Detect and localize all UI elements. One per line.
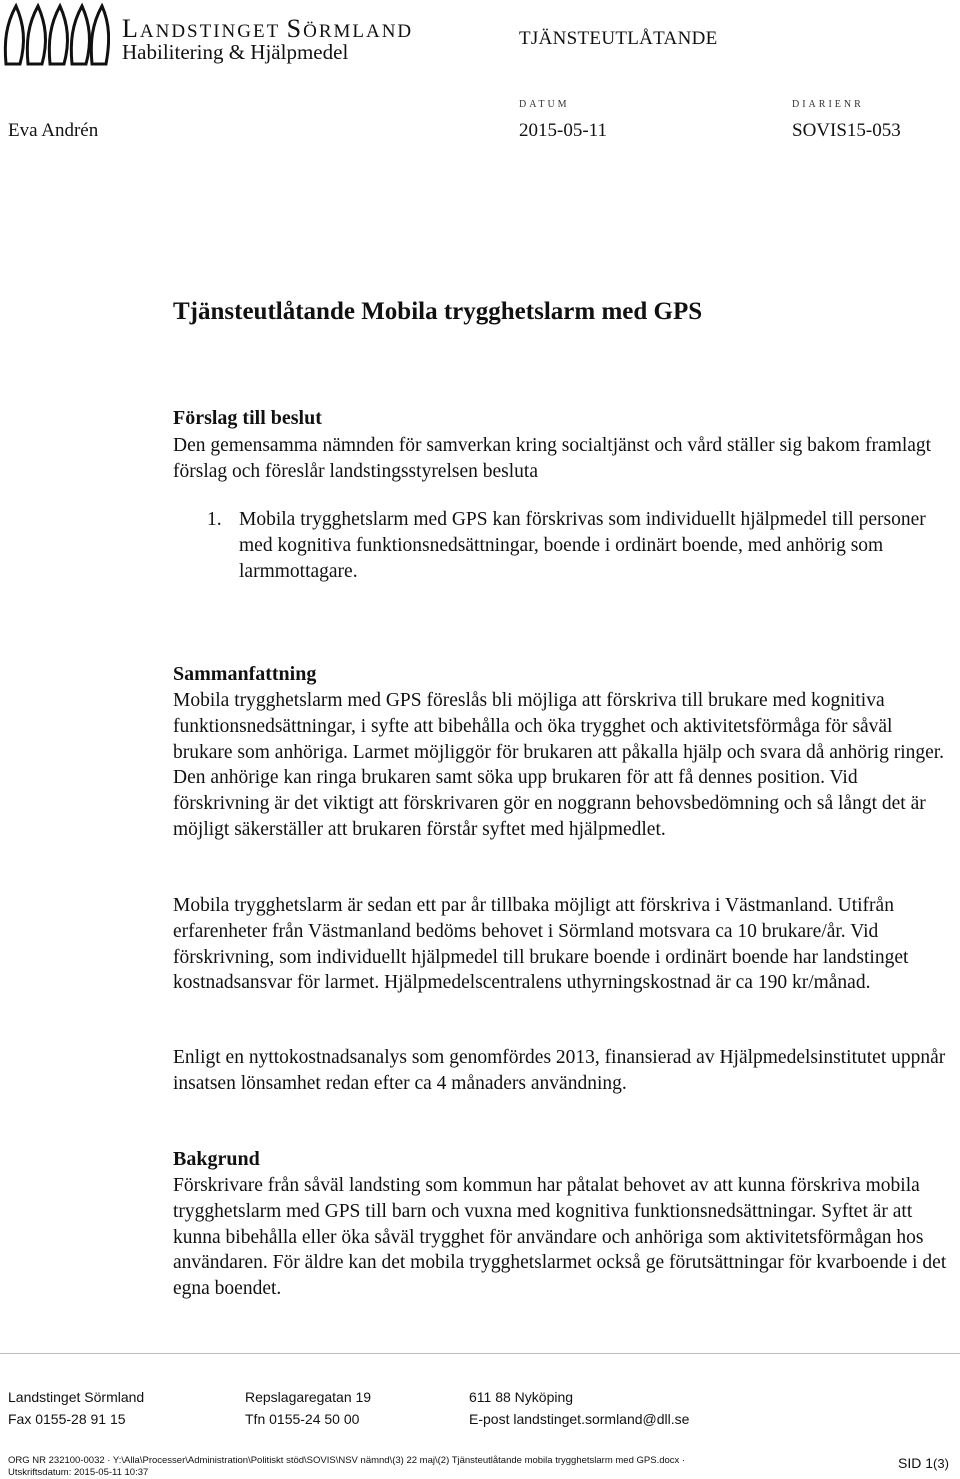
landstinget-logo [2, 2, 110, 66]
footer-print-date: Utskriftsdatum: 2015-05-11 10:37 [8, 1467, 149, 1478]
list-item-text: Mobila trygghetslarm med GPS kan förskrivas som individuellt hjälpmedel till personer med kognitiva funktionsnedsättningar, boende i ordinärt boende, med anhörig som larmmottagare. [239, 509, 926, 582]
page-number: SID 1(3) [898, 1455, 949, 1471]
footer-organization: Landstinget Sörmland [8, 1389, 145, 1405]
footer-fax: Fax 0155-28 91 15 [8, 1411, 126, 1427]
background-paragraph-1: Förskrivare från såväl landsting som kommun har påtalat behovet av att kunna förskriva mobila trygghetslarm med GPS till barn och vuxna med kognitiva funktionsnedsättningar. Syftet är att kunna bibehålla eller öka såväl trygghet för användare och anhöriga som aktivitetsförmågan hos användaren. För äldre kan det mobila trygghetslarmet också ge förutsättningar för kvarboende i det egna boendet. [173, 1175, 947, 1300]
summary-paragraph-2: Mobila trygghetslarm är sedan ett par år tillbaka möjligt att förskriva i Västmanland. Utifrån erfarenheter från Västmanland bedöms behovet i Sörmland motsvara ca 10 brukare/år. Vid förskrivning, som individuellt hjälpmedel till brukare boende i ordinärt boende har landstinget kostnadsansvar för larmet. Hjälpmedelscentralens uthyrningskostnad är ca 190 kr/månad. [173, 895, 909, 994]
proposal-heading: Förslag till beslut [173, 407, 322, 429]
author-name: Eva Andrén [8, 120, 99, 141]
document-type: TJÄNSTEUTLÅTANDE [519, 28, 718, 49]
summary-heading: Sammanfattning [173, 663, 317, 685]
organization-name: LANDSTINGET SÖRMLAND [122, 14, 414, 43]
diary-number: SOVIS15-053 [792, 120, 901, 141]
diary-number-label: DIARIENR [792, 99, 864, 110]
footer-address: Repslagaregatan 19 [245, 1389, 372, 1405]
footer-phone: Tfn 0155-24 50 00 [245, 1411, 360, 1427]
list-item-number: 1. [207, 509, 222, 530]
footer-email: E-post landstinget.sormland@dll.se [469, 1411, 690, 1427]
department-name: Habilitering & Hjälpmedel [122, 40, 349, 64]
footer-file-path: ORG NR 232100-0032 · Y:\Alla\Processer\Administration\Politiskt stöd\SOVIS\NSV nämnd\(3) 22 maj\(2) Tjänsteutlåtande mobila trygghetslarm med GPS.docx · [8, 1455, 686, 1466]
summary-paragraph-3: Enligt en nyttokostnadsanalys som genomfördes 2013, finansierad av Hjälpmedelsinstitutet uppnår insatsen lönsamhet redan efter ca 4 månaders användning. [173, 1047, 946, 1094]
date-label: DATUM [519, 99, 570, 110]
footer-city: 611 88 Nyköping [469, 1389, 574, 1405]
footer-divider [0, 1353, 960, 1354]
document-date: 2015-05-11 [519, 120, 607, 141]
background-heading: Bakgrund [173, 1148, 260, 1170]
document-title: Tjänsteutlåtande Mobila trygghetslarm med GPS [173, 298, 703, 325]
proposal-text: Den gemensamma nämnden för samverkan kring socialtjänst och vård ställer sig bakom framlagt förslag och föreslår landstingsstyrelsen besluta [173, 435, 932, 482]
proposal-list-item [207, 507, 952, 584]
summary-paragraph-1: Mobila trygghetslarm med GPS föreslås bli möjliga att förskriva till brukare med kognitiva funktionsnedsättningar, i syfte att bibehålla och öka trygghet och aktivitetsförmåga för såväl brukare som anhöriga. Larmet möjliggör för brukaren att påkalla hjälp och svara då anhörig ringer. Den anhörige kan ringa brukaren samt söka upp brukaren för att få dennes position. Vid förskrivning är det viktigt att förskrivaren gör en noggrann behovsbedömning och så långt det är möjligt säkerställer att brukaren förstår syftet med hjälpmedlet. [173, 690, 945, 840]
